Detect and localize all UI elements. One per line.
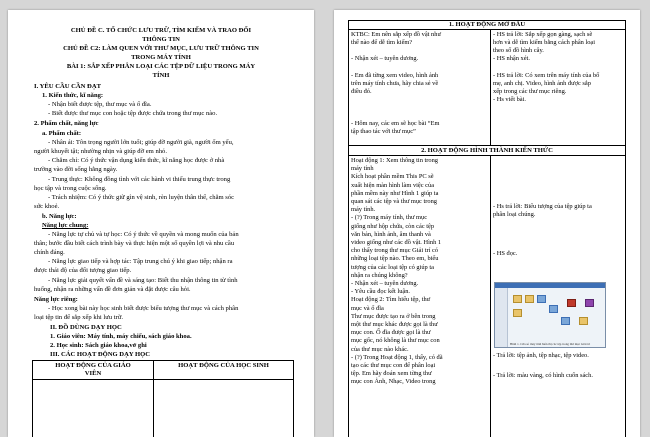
quality-item: học tập và trong cuộc sống. — [34, 185, 107, 192]
video-file-icon — [585, 299, 594, 307]
teacher-activity-line: Thư mục được tạo ra ở bên trong — [351, 312, 436, 320]
table-border — [32, 379, 294, 380]
table-border — [348, 29, 626, 30]
teacher-activity-line: mục con. Ổ đĩa được gọi là thư — [351, 329, 431, 337]
subheading-general-competencies: Năng lực chung: — [42, 222, 89, 229]
teacher-activity-line: mục và ổ đĩa — [351, 304, 384, 312]
table-border — [293, 360, 294, 437]
table-border — [348, 155, 626, 156]
teacher-activity-line: giống như hộp chứa, còn các tệp — [351, 222, 435, 230]
student-activity-line: mẹ, anh chị. Video, hình ảnh được sắp — [493, 80, 591, 87]
student-activity-line: - HS đọc. — [493, 250, 518, 257]
table-border — [490, 155, 491, 437]
table-border — [348, 20, 349, 437]
topic-title: CHỦ ĐỀ C. TỔ CHỨC LƯU TRỮ, TÌM KIẾM VÀ TRAO ĐỔI — [70, 27, 252, 34]
subheading-knowledge: 1. Kiến thức, kĩ năng: — [42, 92, 104, 99]
teacher-activity-line: KTBC: Em nên sắp xếp đồ vật như — [351, 31, 441, 38]
student-activity-line: - Trả lời: màu vàng, có hình cuốn sách. — [493, 372, 593, 379]
section-heading-opening: 1. HOẠT ĐỘNG MỞ ĐẦU — [448, 21, 526, 28]
folder-icon — [525, 295, 534, 303]
material-student: 2. Học sinh: Sách giáo khoa,vở ghi — [50, 342, 147, 349]
teacher-activity-line: - (?) Trong Hoạt động 1, thấy, có đã — [351, 353, 443, 361]
teacher-activity-line: máy tính — [351, 165, 374, 173]
competency-item: loại tệp tin để sắp xếp khi lưu trữ. — [34, 314, 124, 321]
competency-item: - Học xong bài này học sinh biết được biểu tượng thư mục và cách phân — [48, 305, 239, 312]
competency-item: chính đáng. — [34, 249, 65, 256]
document-page-left — [8, 10, 314, 437]
teacher-activity-line: cho thấy trong thư mục Giải trí có — [351, 247, 439, 255]
competency-item: thân; bước đầu biết cách trình bày và thực hiện một số quyền lợi và nhu cầu — [34, 240, 235, 247]
topic-title-line2: THÔNG TIN — [142, 36, 180, 43]
table-header-student: HOẠT ĐỘNG CỦA HỌC SINH — [178, 362, 269, 369]
section-heading-requirements: I. YÊU CẦU CẦN ĐẠT — [34, 83, 101, 90]
student-activity-line: - Hs viết bài. — [493, 96, 527, 103]
material-teacher: 1. Giáo viên: Máy tính, máy chiếu, sách giáo khoa. — [50, 333, 192, 340]
teacher-activity-line: mục con Ảnh, Nhạc, Video trong — [351, 378, 436, 386]
subtopic-title: CHỦ ĐỀ C2: LÀM QUEN VỚI THƯ MỤC, LƯU TRỮ THÔNG TIN — [63, 45, 259, 52]
student-activity-line: xếp trong các thư mục riêng. — [493, 88, 567, 95]
table-header-teacher-line2: VIÊN — [84, 370, 102, 377]
lesson-title: BÀI 1: SẮP XẾP PHÂN LOẠI CÁC TỆP DỮ LIỆU TRONG MÁY — [66, 63, 256, 70]
quality-item: - Trung thực: Không đồng tình với các hành vi thiếu trung thực trong — [48, 176, 231, 183]
quality-item: sức khoẻ. — [34, 203, 60, 210]
music-file-icon — [567, 299, 576, 307]
subheading-qualities-a: a. Phẩm chất: — [42, 130, 82, 137]
student-activity-line: - HS trả lời: Có xem trên máy tính của bố — [493, 72, 600, 79]
teacher-activity-line: Hoạt động 1: Xem thông tin trong — [351, 157, 438, 164]
subheading-qualities: 2. Phẩm chất, năng lực — [34, 120, 99, 127]
teacher-activity-line: một thư mục khác được gọi là thư — [351, 321, 438, 328]
quality-item: người khuyết tật; nhường nhịn và giúp đỡ em nhỏ. — [34, 148, 167, 155]
teacher-activity-line: phần mềm này như Hình 1 giúp ta — [351, 189, 439, 197]
teacher-activity-line: thế nào để dễ tìm kiếm? — [351, 39, 413, 46]
teacher-activity-line: - Em đã từng xem video, hình ảnh — [351, 72, 439, 79]
lesson-title-line2: TÍNH — [152, 72, 170, 79]
teacher-activity-line: - Hôm nay, các em sẽ học bài “Em — [351, 120, 440, 127]
teacher-activity-line: tập thao tác với thư mục” — [351, 128, 416, 135]
window-navigation-pane — [495, 288, 508, 347]
teacher-activity-line: Kích hoạt phần mềm This PC sẽ — [351, 173, 434, 181]
competency-item: - Năng lực giao tiếp và hợp tác: Tập trung chú ý khi giao tiếp; nhận ra — [48, 258, 233, 265]
subheading-specific-competencies: Năng lực riêng: — [34, 296, 78, 303]
quality-item: - Nhân ái: Tôn trọng người lớn tuổi; giúp đỡ người già, người ốm yếu, — [48, 139, 234, 146]
student-activity-line: - HS nhận xét. — [493, 55, 530, 62]
student-activity-line: - Trả lời: tệp ảnh, tệp nhạc, tệp video. — [493, 352, 589, 359]
student-activity-line: hơn và dễ tìm kiếm bằng cách phân loại — [493, 39, 596, 46]
teacher-activity-line: máy tính. — [351, 206, 376, 214]
quality-item: trường vào đời sống hằng ngày. — [34, 166, 118, 173]
image-file-icon — [561, 317, 570, 325]
teacher-activity-line: - Yêu cầu đọc kết luận. — [351, 288, 411, 296]
teacher-activity-line: trên máy tính chưa, hãy chia sẻ về — [351, 80, 439, 87]
table-border — [625, 20, 626, 437]
knowledge-item: - Biết được thư mục con hoặc tệp được chứa trong thư mục nào. — [48, 110, 218, 117]
quality-item: - Chăm chỉ: Có ý thức vận dụng kiến thức, kĩ năng học được ở nhà — [48, 157, 225, 164]
folder-icon — [513, 309, 522, 317]
teacher-activity-line: mục gốc, nó không là thư mục con — [351, 337, 440, 345]
folder-icon — [513, 295, 522, 303]
knowledge-item: - Nhận biết được tệp, thư mục và ổ đĩa. — [48, 101, 152, 108]
competency-item: được thái độ của đối tượng giao tiếp. — [34, 267, 132, 274]
table-border — [348, 145, 626, 146]
teacher-activity-line: điều đó. — [351, 88, 372, 95]
quality-item: - Trách nhiệm: Có ý thức giữ gìn vệ sinh, rèn luyện thân thể, chăm sóc — [48, 194, 235, 201]
subtopic-title-line2: TRONG MÁY TÍNH — [131, 54, 191, 61]
figure-caption: Hình 1. Cửa sổ máy tính hiển thị các tệp trong thư mục Giải trí — [509, 342, 591, 346]
table-border — [32, 360, 294, 361]
teacher-activity-line: - Nhận xét – tuyên dương. — [351, 55, 419, 62]
subheading-competencies: b. Năng lực: — [42, 213, 77, 220]
folder-icon — [579, 317, 588, 325]
table-border — [490, 29, 491, 145]
competency-item: - Năng lực giải quyết vấn đề và sáng tạo: Biết thu nhận thông tin từ tình — [48, 277, 238, 284]
table-border — [153, 360, 154, 437]
teacher-activity-line: văn bản, hình ảnh, âm thanh và — [351, 230, 431, 238]
teacher-activity-line: video giống như các đồ vật. Hình 1 — [351, 239, 442, 246]
image-file-icon — [537, 295, 546, 303]
teacher-activity-line: xuất hiện màn hình làm việc của — [351, 181, 435, 189]
student-activity-line: phân loại chúng. — [493, 211, 536, 218]
section-heading-knowledge: 2. HOẠT ĐỘNG HÌNH THÀNH KIẾN THỨC — [421, 147, 553, 154]
student-activity-line: - HS trả lời: Sắp xếp gọn gàng, sạch sẽ — [493, 31, 593, 38]
teacher-activity-line: - (?) Trong máy tính, thư mục — [351, 214, 428, 222]
table-header-teacher: HOẠT ĐỘNG CỦA GIÁO — [55, 362, 131, 369]
student-activity-line: theo số đồ hình cây. — [493, 47, 544, 54]
teacher-activity-line: của thư mục nào khác. — [351, 345, 409, 353]
teacher-activity-line: tệp. Em hãy đoán xem từng thư — [351, 370, 432, 378]
teacher-activity-line: tượng của các loại tệp có giúp ta — [351, 263, 434, 271]
teacher-activity-line: Hoạt động 2: Tìm hiểu tệp, thư — [351, 296, 431, 304]
teacher-activity-line: những loại tệp nào. Theo em, biểu — [351, 255, 439, 263]
competency-item: huống, nhận ra những vấn đề đơn giản và đặt được câu hỏi. — [34, 286, 191, 293]
file-explorer-figure — [494, 282, 606, 348]
window-titlebar — [495, 283, 605, 288]
section-heading-materials: II. ĐỒ DÙNG DẠY HỌC — [50, 324, 122, 331]
competency-item: - Năng lực tự chủ và tự học: Có ý thức về quyền và mong muốn của bản — [48, 231, 239, 238]
document-page-right — [334, 10, 640, 437]
student-activity-line: - Hs trả lời: Biểu tượng của tệp giúp ta — [493, 203, 592, 210]
word-file-icon — [549, 305, 558, 313]
section-heading-activities: III. CÁC HOẠT ĐỘNG DẠY HỌC — [50, 351, 151, 358]
teacher-activity-line: nhận ra chúng không? — [351, 271, 408, 279]
teacher-activity-line: - Nhận xét – tuyên dương. — [351, 280, 419, 287]
teacher-activity-line: quan sát các tệp và thư mục trong — [351, 198, 437, 205]
teacher-activity-line: tạo các thư mục con để phân loại — [351, 362, 436, 369]
